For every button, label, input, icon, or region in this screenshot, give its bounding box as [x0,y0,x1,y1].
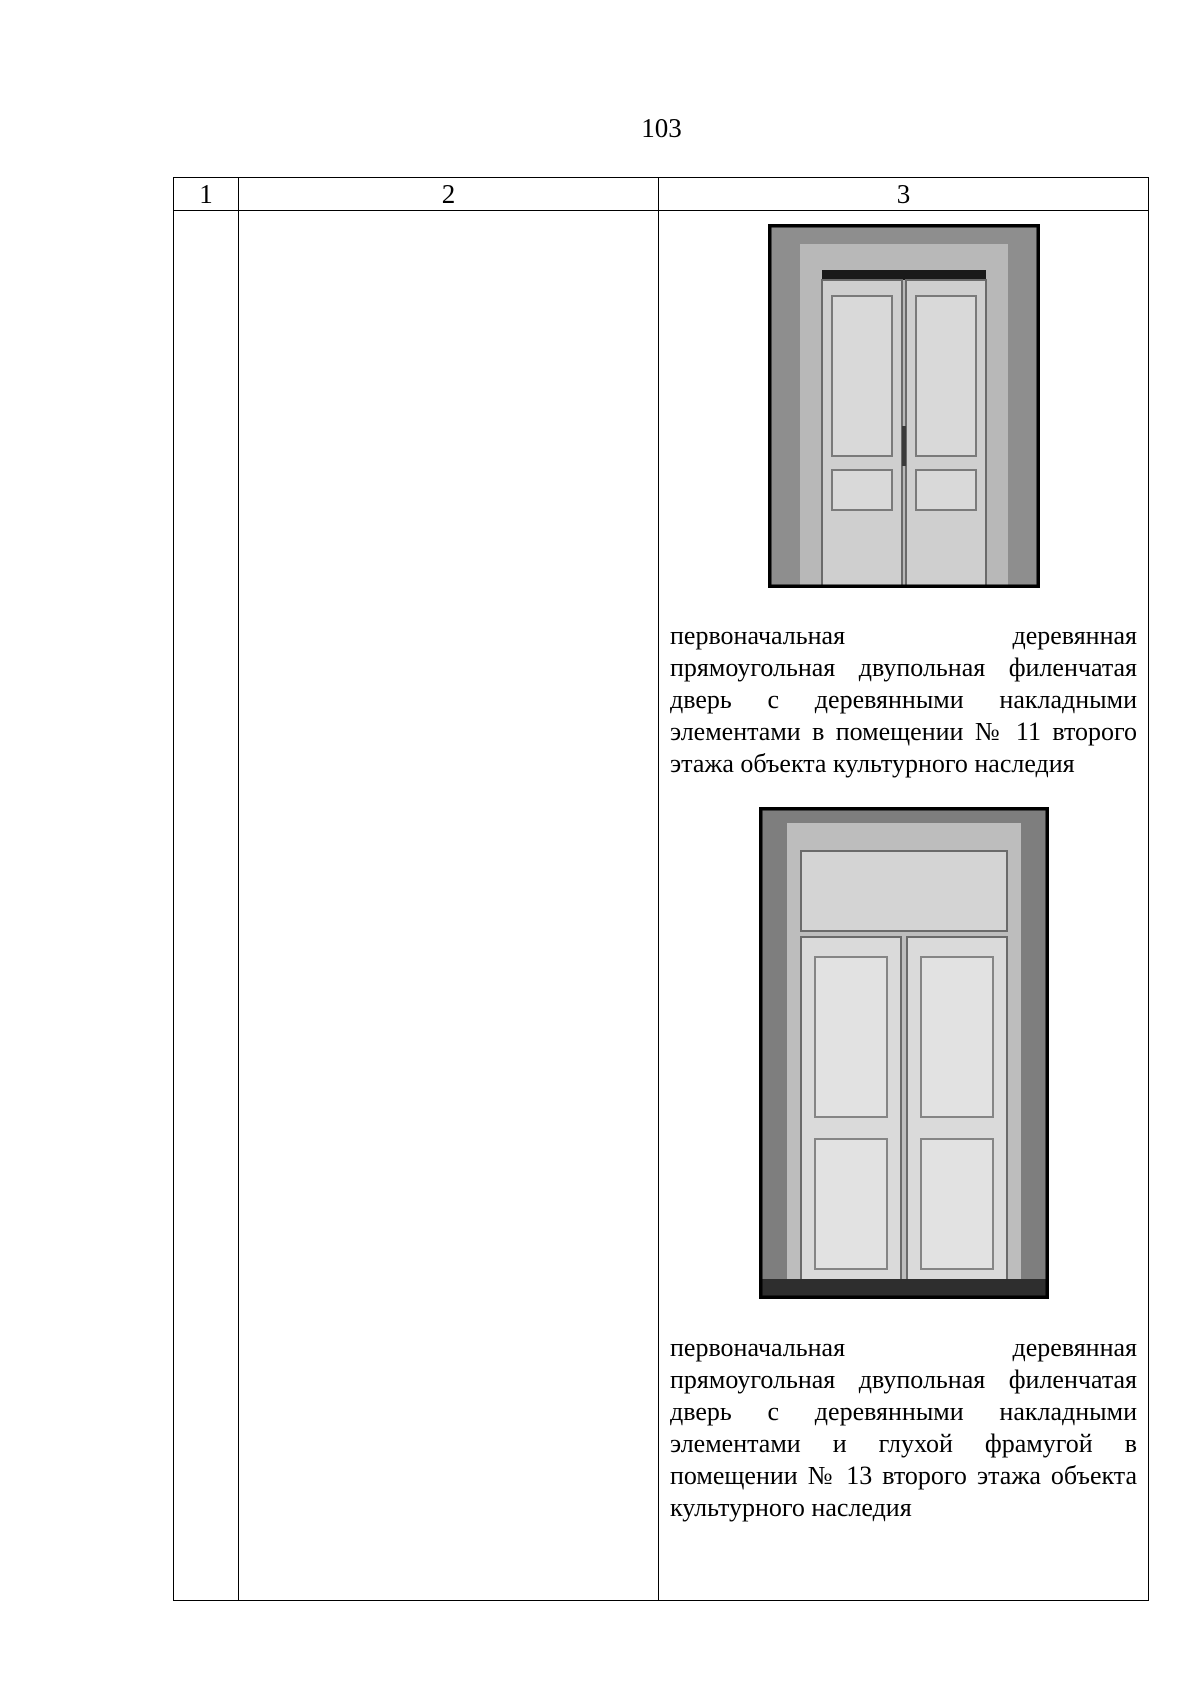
door-drawing-2 [761,809,1047,1297]
cell-col3 [659,211,1149,1601]
table-header-row [174,178,1149,211]
cell-col2 [239,211,659,1601]
column-header-1: 1 [174,178,239,211]
column-header-3: 3 [659,178,1149,211]
column-header-2: 2 [239,178,659,211]
cell-col1 [174,211,239,1601]
door-caption-2: первоначальная деревянная прямоугольная двупольная филенчатая дверь с деревянными накладными элементами и глухой фрамугой в помещении № 13 второго этажа объекта культурного наследия [670,1333,1137,1522]
door-photo-2 [759,807,1049,1299]
photo-block-1 [670,224,1137,593]
page-number: 103 [641,113,682,143]
door-caption-1: первоначальная деревянная прямоугольная двупольная филенчатая дверь с деревянными накладными элементами в помещении № 11 второго этажа объекта культурного наследия [670,621,1137,778]
door-photo-1 [768,224,1040,588]
document-table [173,177,1149,1601]
table-row [174,211,1149,1601]
cell-spacer [670,1524,1137,1548]
door-drawing-1 [770,226,1038,586]
photo-block-2 [670,807,1137,1304]
